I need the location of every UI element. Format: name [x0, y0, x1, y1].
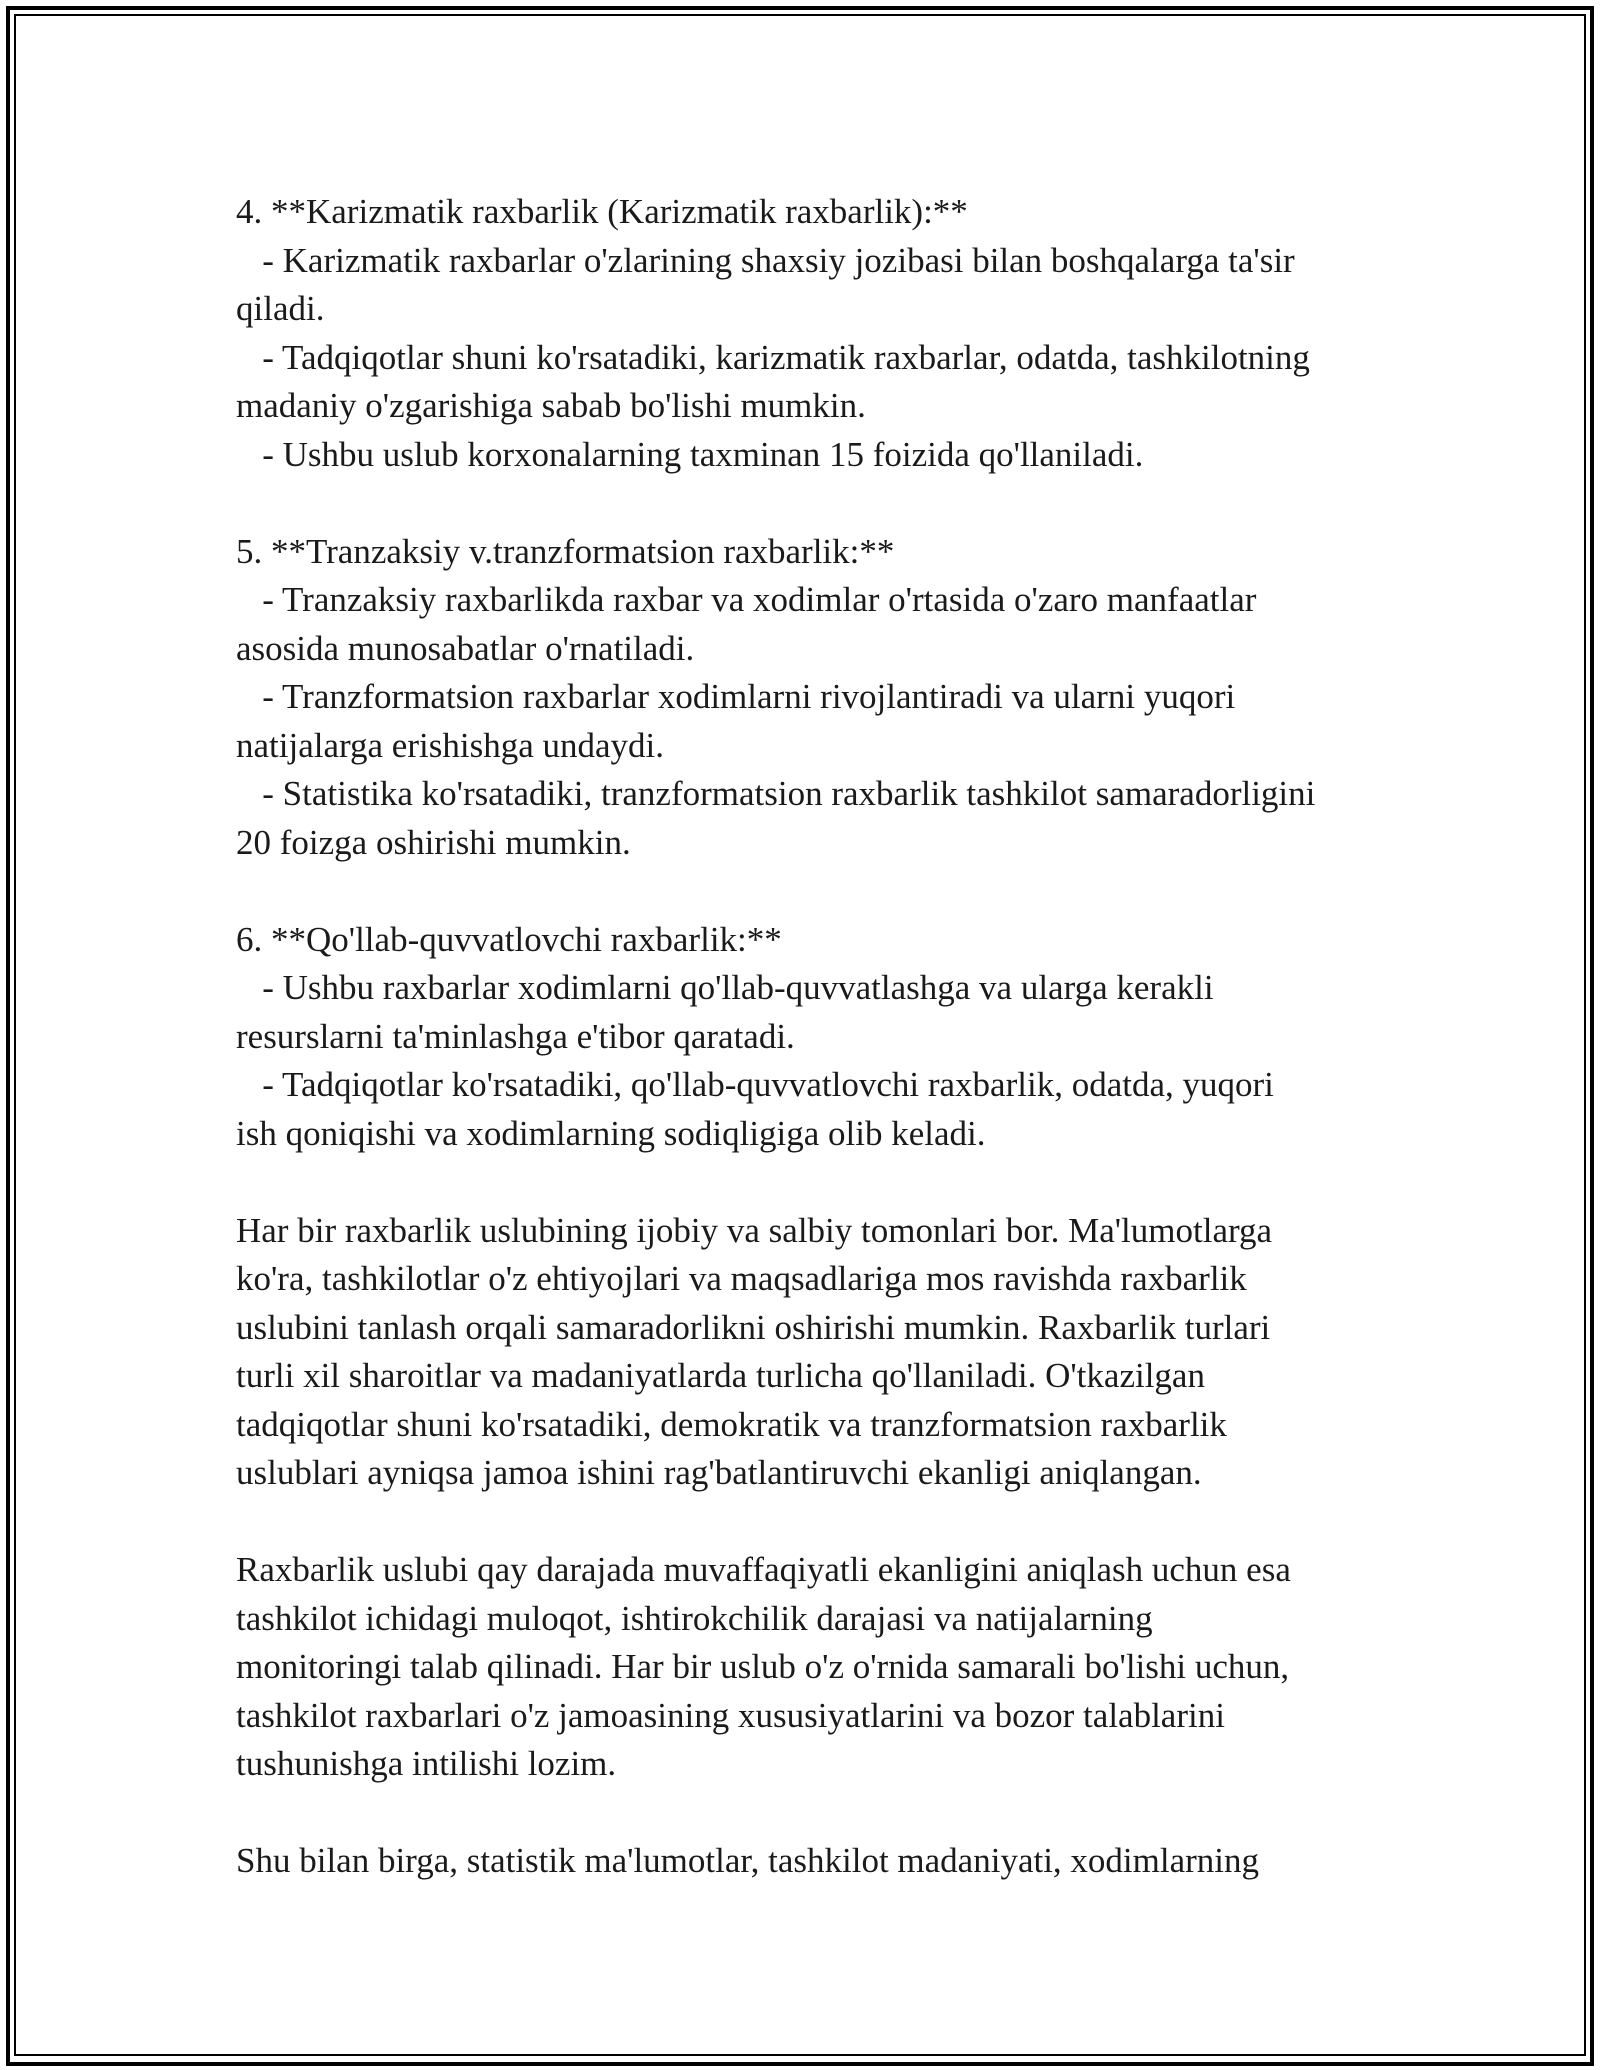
document-body — [236, 188, 1386, 1886]
text-line: tushunishga intilishi lozim. — [236, 1744, 617, 1783]
paragraph-spacer — [236, 1498, 1386, 1547]
text-line: tadqiqotlar shuni ko'rsatadiki, demokratik va tranzformatsion raxbarlik — [236, 1404, 1227, 1444]
text-line: ish qoniqishi va xodimlarning sodiqligiga olib keladi. — [236, 1113, 986, 1153]
paragraph-pros-cons — [236, 1207, 1386, 1498]
text-line: - Tadqiqotlar shuni ko'rsatadiki, karizmatik raxbarlar, odatda, tashkilotning — [236, 337, 1310, 377]
text-line: qiladi. — [236, 289, 325, 328]
text-line: resurslarni ta'minlashga e'tibor qaratadi. — [236, 1016, 795, 1056]
paragraph-success-measurement — [236, 1546, 1386, 1789]
section-heading: 4. **Karizmatik raxbarlik (Karizmatik raxbarlik):** — [236, 192, 968, 231]
paragraph-spacer — [236, 1789, 1386, 1838]
text-line: tashkilot raxbarlari o'z jamoasining xususiyatlarini va bozor talablarini — [236, 1695, 1225, 1735]
text-line: monitoringi talab qilinadi. Har bir uslub o'z o'rnida samarali bo'lishi uchun, — [236, 1647, 1290, 1686]
text-line: natijalarga erishishga undaydi. — [236, 725, 664, 765]
text-line: Har bir raxbarlik uslubining ijobiy va salbiy tomonlari bor. Ma'lumotlarga — [236, 1210, 1273, 1250]
text-line: Raxbarlik uslubi qay darajada muvaffaqiyatli ekanligini aniqlash uchun esa — [236, 1550, 1291, 1589]
text-line: - Ushbu raxbarlar xodimlarni qo'llab-quvvatlashga va ularga kerakli — [236, 968, 1214, 1007]
text-line: - Tranzformatsion raxbarlar xodimlarni rivojlantiradi va ularni yuqori — [236, 677, 1236, 716]
paragraph-spacer — [236, 867, 1386, 916]
text-line: madaniy o'zgarishiga sabab bo'lishi mumkin. — [236, 386, 866, 425]
text-line: asosida munosabatlar o'rnatiladi. — [236, 628, 695, 668]
text-line: uslublari ayniqsa jamoa ishini rag'batlantiruvchi ekanligi aniqlangan. — [236, 1453, 1202, 1492]
text-line: Shu bilan birga, statistik ma'lumotlar, tashkilot madaniyati, xodimlarning — [236, 1841, 1260, 1880]
text-line: tashkilot ichidagi muloqot, ishtirokchilik darajasi va natijalarning — [236, 1598, 1153, 1638]
text-line: - Tranzaksiy raxbarlikda raxbar va xodimlar o'rtasida o'zaro manfaatlar — [236, 580, 1257, 619]
paragraph-spacer — [236, 479, 1386, 528]
section-heading: 5. **Tranzaksiy v.tranzformatsion raxbarlik:** — [236, 531, 895, 571]
paragraph-closing — [236, 1837, 1386, 1886]
text-line: turli xil sharoitlar va madaniyatlarda turlicha qo'llaniladi. O'tkazilgan — [236, 1356, 1205, 1395]
text-line: 20 foizga oshirishi mumkin. — [236, 822, 631, 862]
text-line: uslubini tanlash orqali samaradorlikni oshirishi mumkin. Raxbarlik turlari — [236, 1307, 1271, 1347]
text-line: - Statistika ko'rsatadiki, tranzformatsion raxbarlik tashkilot samaradorligini — [236, 774, 1316, 813]
section-transactional-transformational-leadership — [236, 528, 1386, 868]
text-line: ko'ra, tashkilotlar o'z ehtiyojlari va maqsadlariga mos ravishda raxbarlik — [236, 1259, 1247, 1298]
section-heading: 6. **Qo'llab-quvvatlovchi raxbarlik:** — [236, 919, 782, 959]
section-charismatic-leadership — [236, 188, 1386, 479]
text-line: - Karizmatik raxbarlar o'zlarining shaxsiy jozibasi bilan boshqalarga ta'sir — [236, 240, 1295, 280]
section-supportive-leadership — [236, 916, 1386, 1159]
text-line: - Ushbu uslub korxonalarning taxminan 15 foizida qo'llaniladi. — [236, 434, 1144, 474]
text-line: - Tadqiqotlar ko'rsatadiki, qo'llab-quvvatlovchi raxbarlik, odatda, yuqori — [236, 1065, 1274, 1104]
paragraph-spacer — [236, 1158, 1386, 1207]
